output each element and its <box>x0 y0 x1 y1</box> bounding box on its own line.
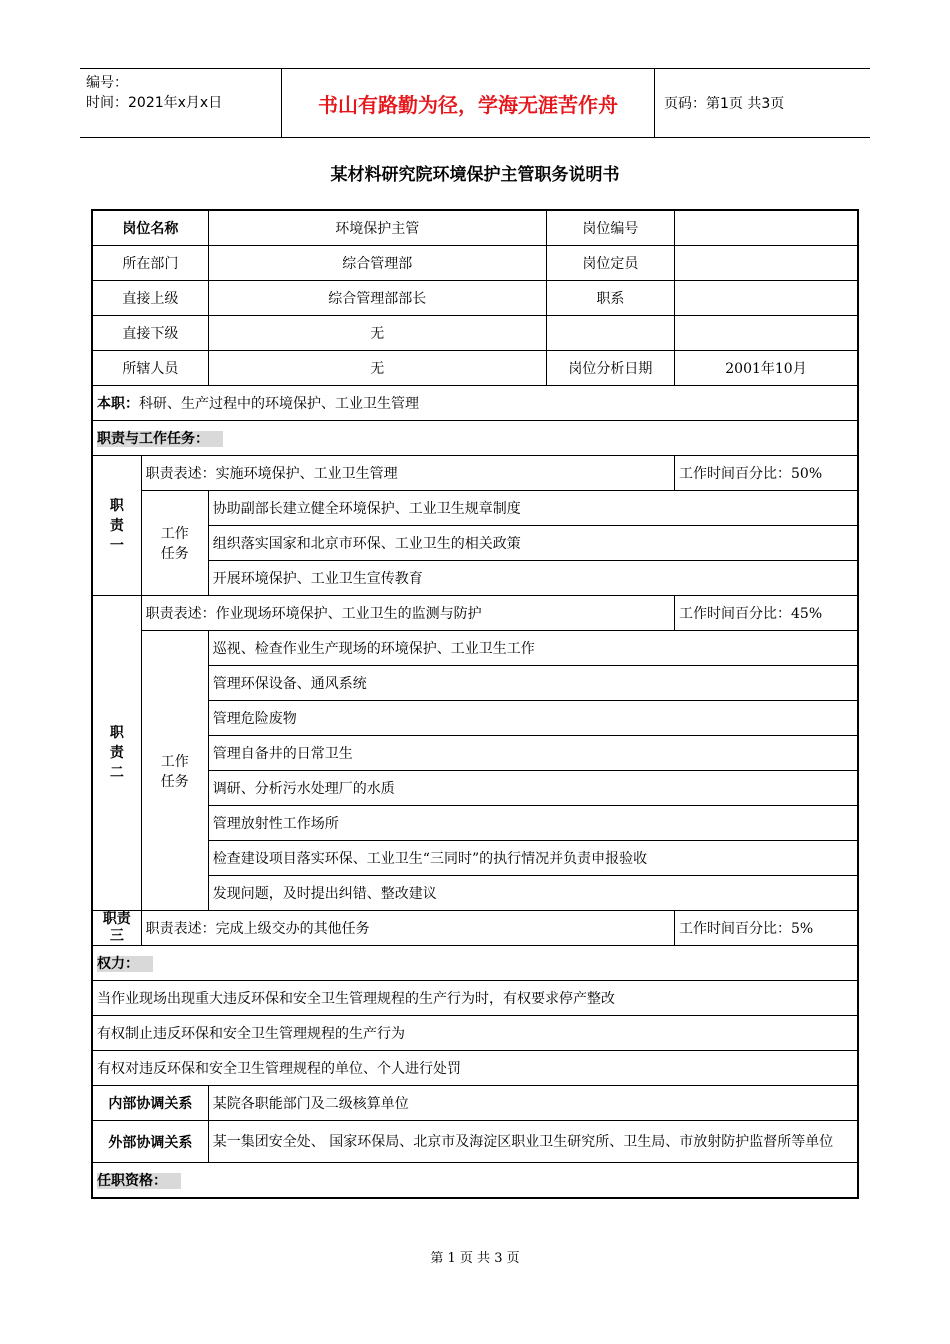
duty-2-task-row <box>92 631 858 666</box>
duty-2-task: 调研、分析污水处理厂的水质 <box>208 771 858 806</box>
duty-1-pct: 工作时间百分比：50% <box>675 456 859 491</box>
duty-2-pct: 工作时间百分比：45% <box>675 596 859 631</box>
post-no-value <box>675 210 859 246</box>
main-duty-label: 本职： <box>97 396 139 412</box>
powers-header: 权力： <box>97 956 153 972</box>
duty-2-desc: 职责表述：作业现场环境保护、工业卫生的监测与防护 <box>141 596 674 631</box>
qualification-header-row <box>92 1163 858 1199</box>
internal-relation-row <box>92 1086 858 1121</box>
info-row-4 <box>92 316 858 351</box>
duty-1-desc-row <box>92 456 858 491</box>
duty-1-task: 开展环境保护、工业卫生宣传教育 <box>208 561 858 596</box>
powers-header-row <box>92 946 858 981</box>
power-item: 有权制止违反环保和安全卫生管理规程的生产行为 <box>92 1016 858 1051</box>
duty-1-label: 职 责 一 <box>92 456 141 596</box>
analysis-date-label: 岗位分析日期 <box>546 351 674 386</box>
duty-2-task: 发现问题，及时提出纠错、整改建议 <box>208 876 858 911</box>
duty-3-pct: 工作时间百分比：5% <box>675 911 859 946</box>
rank-value <box>675 281 859 316</box>
post-name-value: 环境保护主管 <box>208 210 546 246</box>
duty-2-task: 检查建设项目落实环保、工业卫生“三同时”的执行情况并负责申报验收 <box>208 841 858 876</box>
duty-1-task: 组织落实国家和北京市环保、工业卫生的相关政策 <box>208 526 858 561</box>
staff-label: 所辖人员 <box>92 351 208 386</box>
duty-2-task-label: 工作 任务 <box>141 631 208 911</box>
power-item: 当作业现场出现重大违反环保和安全卫生管理规程的生产行为时，有权要求停产整改 <box>92 981 858 1016</box>
info-row-1 <box>92 210 858 246</box>
header-page: 页码：第1页 共3页 <box>664 96 785 112</box>
dept-label: 所在部门 <box>92 246 208 281</box>
staff-value: 无 <box>208 351 546 386</box>
post-name-label: 岗位名称 <box>92 210 208 246</box>
external-relation-row <box>92 1121 858 1163</box>
duty-2-task: 管理放射性工作场所 <box>208 806 858 841</box>
header-motto: 书山有路勤为径，学海无涯苦作舟 <box>282 69 655 137</box>
external-label: 外部协调关系 <box>92 1121 208 1163</box>
superior-value: 综合管理部部长 <box>208 281 546 316</box>
duties-header-row <box>92 421 858 456</box>
power-item: 有权对违反环保和安全卫生管理规程的单位、个人进行处罚 <box>92 1051 858 1086</box>
internal-label: 内部协调关系 <box>92 1086 208 1121</box>
duties-header: 职责与工作任务： <box>97 431 223 447</box>
dept-value: 综合管理部 <box>208 246 546 281</box>
number-label: 编号： <box>86 75 128 91</box>
duty-2-task: 管理自备井的日常卫生 <box>208 736 858 771</box>
power-row <box>92 1016 858 1051</box>
duty-3-row <box>92 911 858 946</box>
duty-2-label: 职 责 二 <box>92 596 141 911</box>
rank-label: 职系 <box>546 281 674 316</box>
info-row-3 <box>92 281 858 316</box>
main-duty-row <box>92 386 858 421</box>
quota-value <box>675 246 859 281</box>
duty-2-task: 管理环保设备、通风系统 <box>208 666 858 701</box>
duty-1-desc: 职责表述：实施环境保护、工业卫生管理 <box>141 456 674 491</box>
main-duty-text: 科研、生产过程中的环境保护、工业卫生管理 <box>139 396 419 412</box>
power-row <box>92 981 858 1016</box>
header-meta <box>80 69 282 137</box>
subordinate-label: 直接下级 <box>92 316 208 351</box>
job-description-table <box>91 209 859 1199</box>
duty-1-task-row <box>92 491 858 526</box>
duty-2-task: 管理危险废物 <box>208 701 858 736</box>
time-label: 时间：2021年x月x日 <box>86 95 223 111</box>
post-no-label: 岗位编号 <box>546 210 674 246</box>
duty-2-desc-row <box>92 596 858 631</box>
info-row-2 <box>92 246 858 281</box>
internal-value: 某院各职能部门及二级核算单位 <box>208 1086 858 1121</box>
duty-3-desc: 职责表述：完成上级交办的其他任务 <box>141 911 674 946</box>
document-title: 某材料研究院环境保护主管职务说明书 <box>330 165 620 185</box>
duty-3-label: 职责 三 <box>92 911 141 946</box>
duty-2-task: 巡视、检查作业生产现场的环境保护、工业卫生工作 <box>208 631 858 666</box>
subordinate-value: 无 <box>208 316 546 351</box>
external-value: 某一集团安全处、 国家环保局、北京市及海淀区职业卫生研究所、卫生局、市放射防护监督所等单位 <box>208 1121 858 1163</box>
analysis-date-value: 2001年10月 <box>675 351 859 386</box>
page-footer: 第 1 页 共 3 页 <box>430 1251 520 1266</box>
quota-label: 岗位定员 <box>546 246 674 281</box>
page-header <box>80 68 870 138</box>
qualification-header: 任职资格： <box>97 1173 181 1189</box>
info-row-5 <box>92 351 858 386</box>
duty-1-task: 协助副部长建立健全环境保护、工业卫生规章制度 <box>208 491 858 526</box>
power-row <box>92 1051 858 1086</box>
duty-1-task-label: 工作 任务 <box>141 491 208 596</box>
superior-label: 直接上级 <box>92 281 208 316</box>
